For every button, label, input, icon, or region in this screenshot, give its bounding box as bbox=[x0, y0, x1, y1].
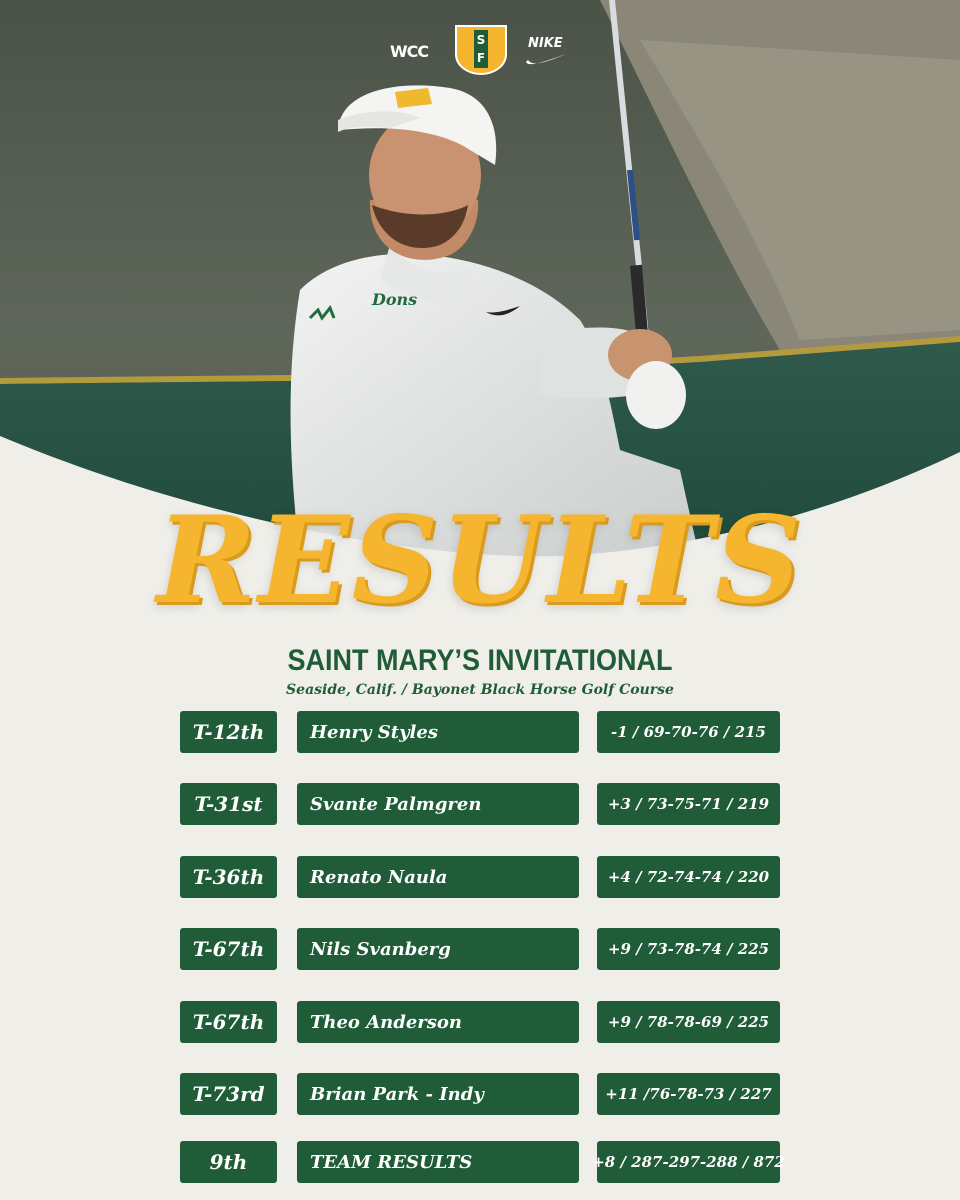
result-row bbox=[180, 928, 780, 970]
result-row bbox=[180, 856, 780, 898]
team-result-row bbox=[180, 1141, 785, 1183]
result-name: Theo Anderson bbox=[297, 1001, 579, 1043]
result-score: +3 / 73-75-71 / 219 bbox=[597, 783, 780, 825]
result-name: Svante Palmgren bbox=[297, 783, 579, 825]
result-row bbox=[180, 783, 780, 825]
nike-swoosh-icon bbox=[524, 52, 568, 66]
svg-text:Dons: Dons bbox=[372, 290, 418, 309]
result-name: Henry Styles bbox=[297, 711, 579, 753]
result-row bbox=[180, 711, 780, 753]
result-place: T-31st bbox=[180, 783, 277, 825]
result-score: +4 / 72-74-74 / 220 bbox=[597, 856, 780, 898]
wcc-logo: WCC bbox=[390, 42, 429, 61]
event-name: SAINT MARY’S INVITATIONAL bbox=[287, 644, 673, 677]
team-score: +8 / 287-297-288 / 872 bbox=[597, 1141, 780, 1183]
usf-shield-icon bbox=[452, 24, 510, 76]
result-place: T-12th bbox=[180, 711, 277, 753]
logo-bar bbox=[0, 24, 960, 84]
nike-logo: NIKE bbox=[528, 36, 563, 51]
results-title: RESULTS bbox=[156, 490, 804, 631]
golfer-photo bbox=[0, 0, 960, 560]
result-place: T-36th bbox=[180, 856, 277, 898]
result-name: Renato Naula bbox=[297, 856, 579, 898]
event-location: Seaside, Calif. / Bayonet Black Horse Golf Course bbox=[286, 682, 674, 698]
result-name: Brian Park - Indy bbox=[297, 1073, 579, 1115]
result-score: +11 /76-78-73 / 227 bbox=[597, 1073, 780, 1115]
team-place: 9th bbox=[180, 1141, 277, 1183]
result-score: +9 / 73-78-74 / 225 bbox=[597, 928, 780, 970]
result-row bbox=[180, 1001, 780, 1043]
result-place: T-73rd bbox=[180, 1073, 277, 1115]
usf-letter-s: S bbox=[476, 33, 486, 47]
usf-letter-f: F bbox=[476, 51, 486, 65]
result-score: +9 / 78-78-69 / 225 bbox=[597, 1001, 780, 1043]
result-name: Nils Svanberg bbox=[297, 928, 579, 970]
result-score: -1 / 69-70-76 / 215 bbox=[597, 711, 780, 753]
result-row bbox=[180, 1073, 780, 1115]
result-place: T-67th bbox=[180, 1001, 277, 1043]
team-label: TEAM RESULTS bbox=[297, 1141, 579, 1183]
result-place: T-67th bbox=[180, 928, 277, 970]
